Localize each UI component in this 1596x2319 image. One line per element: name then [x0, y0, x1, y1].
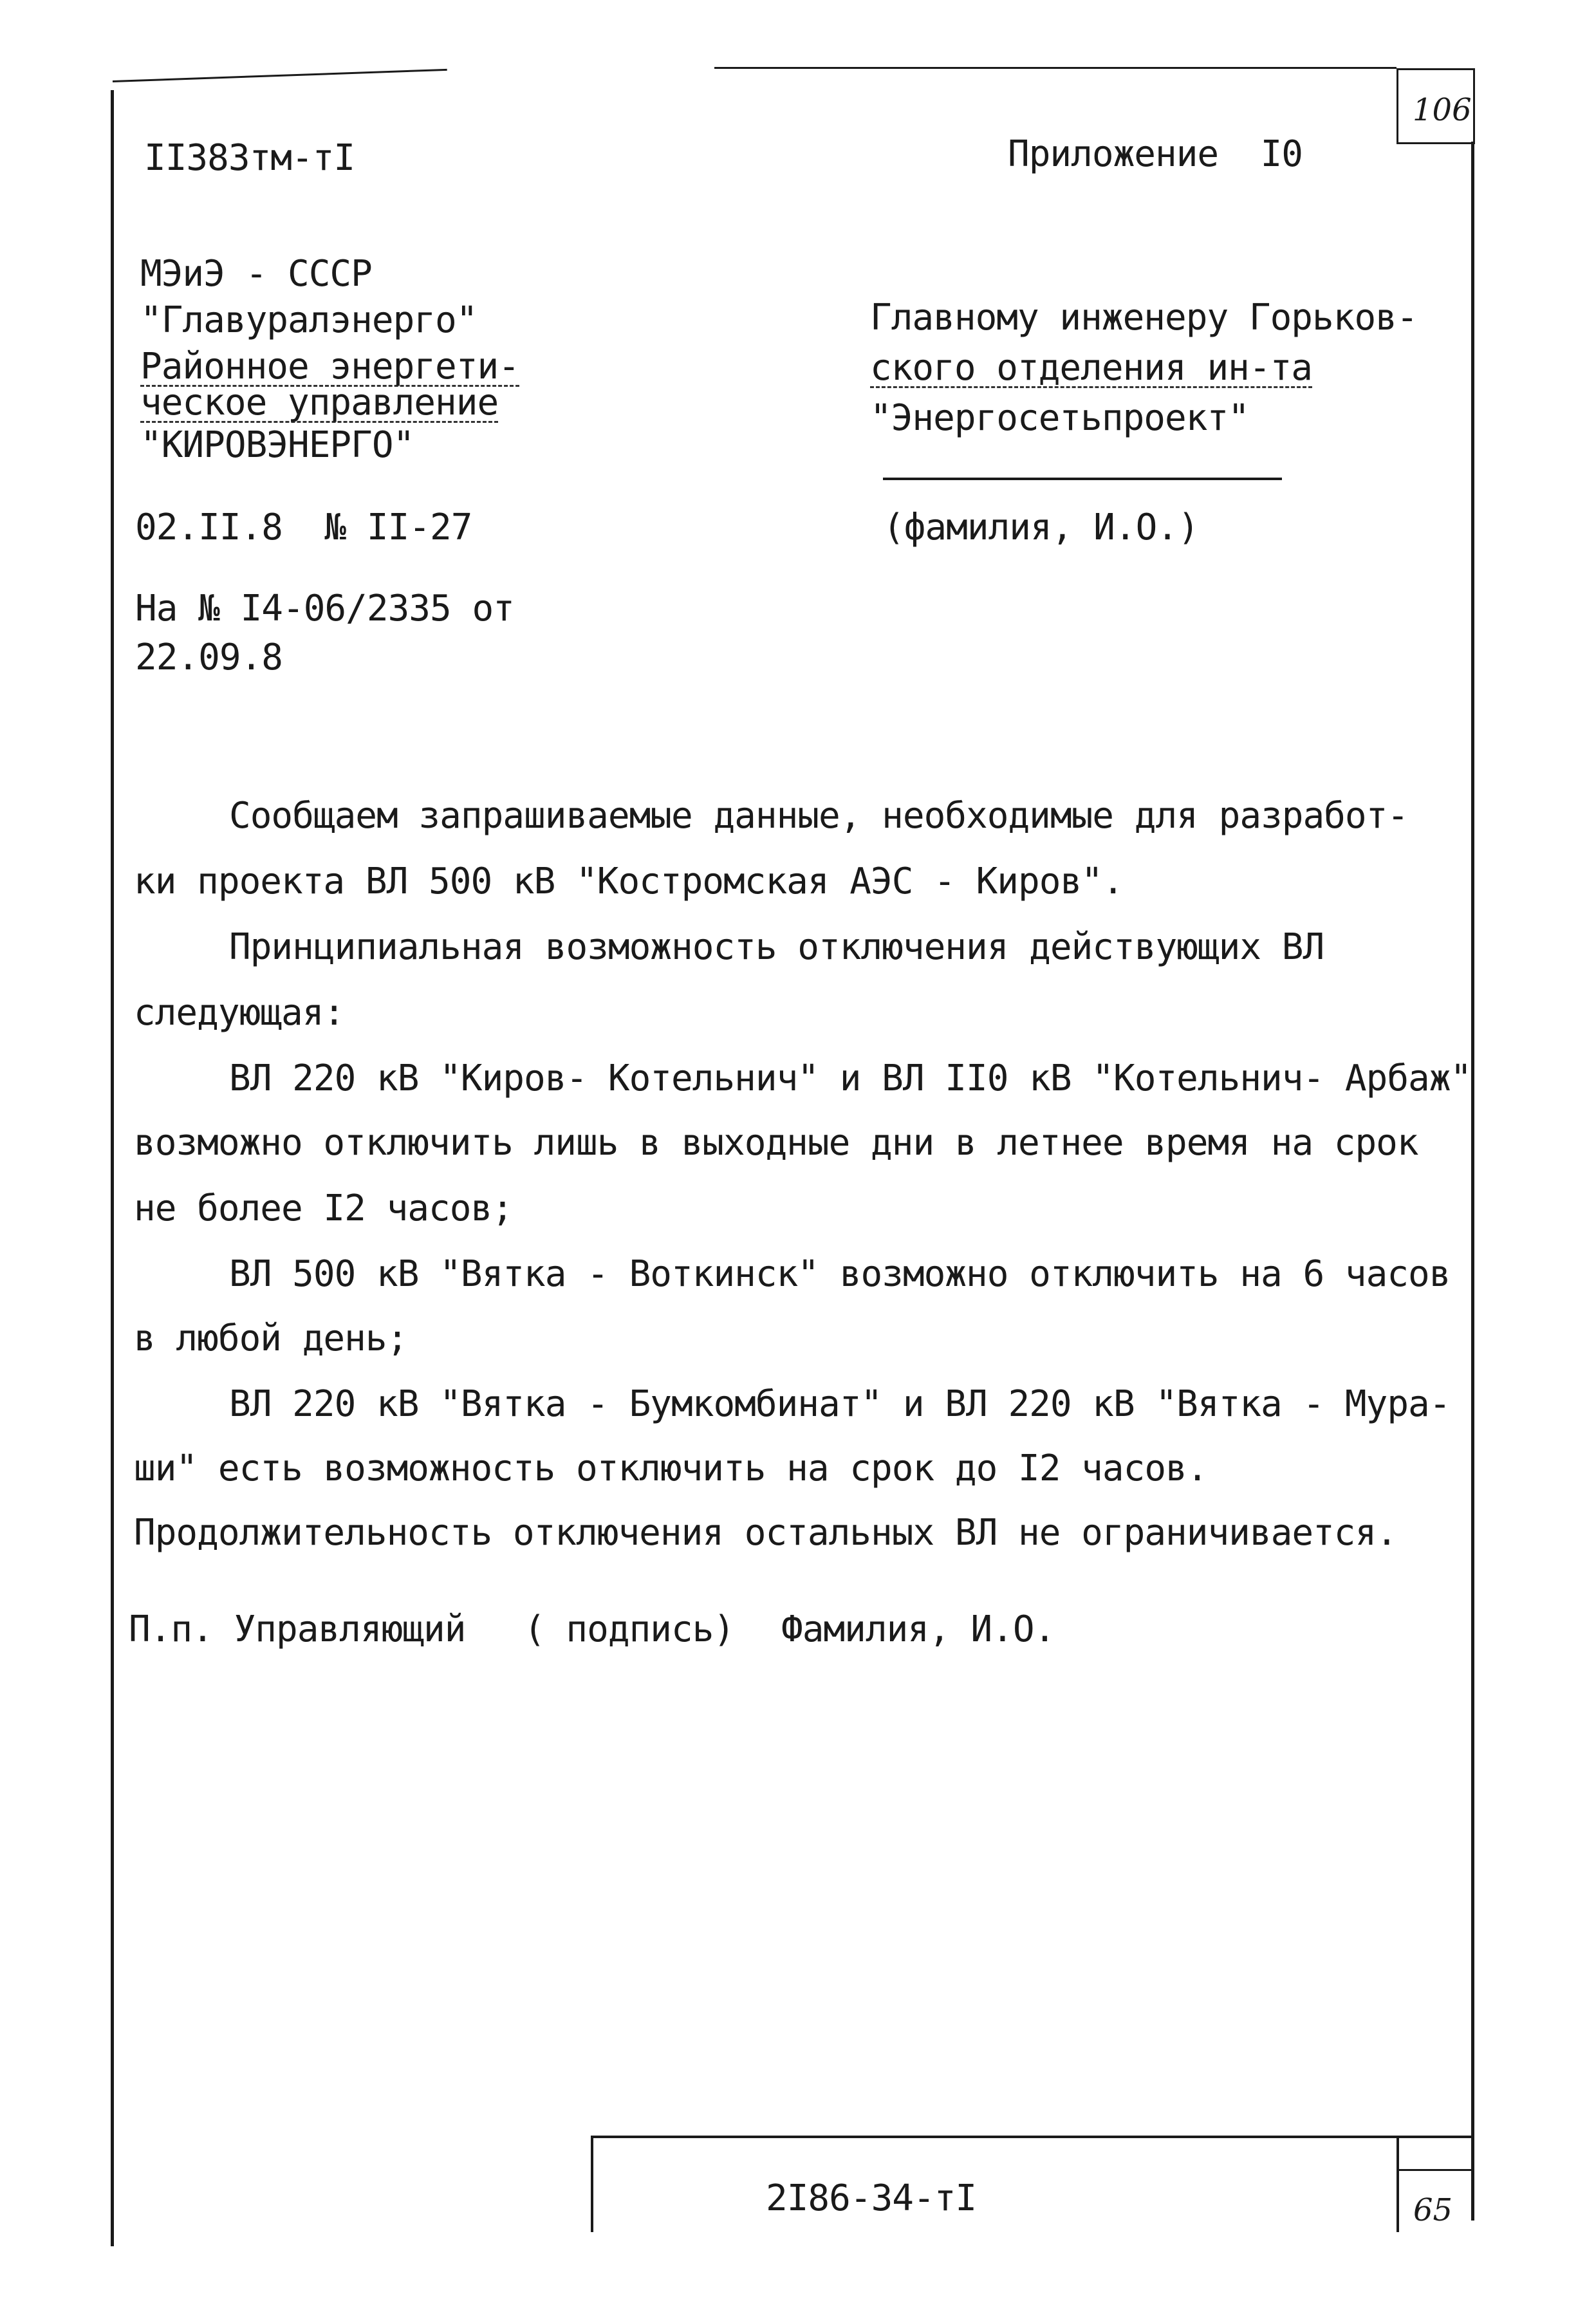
body-line: ши" есть возможность отключить на срок до I2 часов.	[134, 1448, 1208, 1489]
top-left-stroke	[113, 69, 447, 82]
sender-line: "КИРОВЭНЕРГО"	[140, 424, 414, 466]
reference-number: 02.II.8 № II-27	[135, 507, 472, 548]
answer-reference: На № I4-06/2335 от	[135, 588, 514, 629]
body-line: Принципиальная возможность отключения действующих ВЛ	[229, 926, 1324, 968]
appendix-label: Приложение I0	[1008, 133, 1303, 175]
body-line: следующая:	[134, 992, 345, 1034]
body-line: возможно отключить лишь в выходные дни в летнее время на срок	[134, 1122, 1418, 1164]
body-line: ки проекта ВЛ 500 кВ "Костромская АЭС - Киров".	[134, 861, 1124, 902]
body-line: ВЛ 220 кВ "Вятка - Бумкомбинат" и ВЛ 220 кВ "Вятка - Мура-	[229, 1383, 1451, 1425]
recipient-line: ского отделения ин-та	[870, 347, 1313, 389]
sender-line: ческое управление	[140, 382, 499, 424]
footer-number-rule	[1396, 2169, 1472, 2171]
left-frame-line	[111, 90, 114, 2246]
footer-divider	[1396, 2136, 1399, 2232]
body-line: в любой день;	[134, 1318, 408, 1359]
footer-left-rule	[591, 2136, 593, 2232]
top-frame-line	[714, 67, 1396, 69]
page-number-box-top	[1396, 68, 1475, 144]
answer-date: 22.09.8	[135, 637, 283, 678]
recipient-line: Главному инженеру Горьков-	[870, 297, 1418, 339]
recipient-name-rule	[883, 478, 1282, 480]
sender-line: МЭиЭ - СССР	[140, 253, 372, 295]
signature-placeholder: ( подпись)	[524, 1608, 735, 1650]
body-line: не более I2 часов;	[134, 1187, 513, 1229]
recipient-name-caption: (фамилия, И.О.)	[883, 507, 1199, 548]
body-line: ВЛ 500 кВ "Вятка - Воткинск" возможно отключить на 6 часов	[229, 1253, 1451, 1295]
page-number-bottom: 65	[1413, 2192, 1453, 2228]
body-line: Продолжительность отключения остальных ВЛ не ограничивается.	[134, 1512, 1397, 1554]
recipient-line: "Энергосетьпроект"	[870, 397, 1249, 439]
sender-line: "Главуралэнерго"	[140, 299, 478, 341]
body-line: Сообщаем запрашиваемые данные, необходимые для разработ-	[229, 795, 1409, 837]
footer-document-code: 2I86-34-тI	[766, 2177, 977, 2219]
sender-line: Районное энергети-	[140, 346, 519, 387]
page-number-top: 106	[1413, 92, 1472, 128]
document-code: II383тм-тI	[144, 137, 355, 179]
signatory-name: Фамилия, И.О.	[781, 1608, 1055, 1650]
body-line: ВЛ 220 кВ "Киров- Котельнич" и ВЛ II0 кВ "Котельнич- Арбаж"	[229, 1057, 1472, 1099]
signatory-title: П.п. Управляющий	[129, 1608, 466, 1650]
right-frame-line	[1471, 142, 1474, 2221]
footer-top-rule	[591, 2136, 1472, 2138]
